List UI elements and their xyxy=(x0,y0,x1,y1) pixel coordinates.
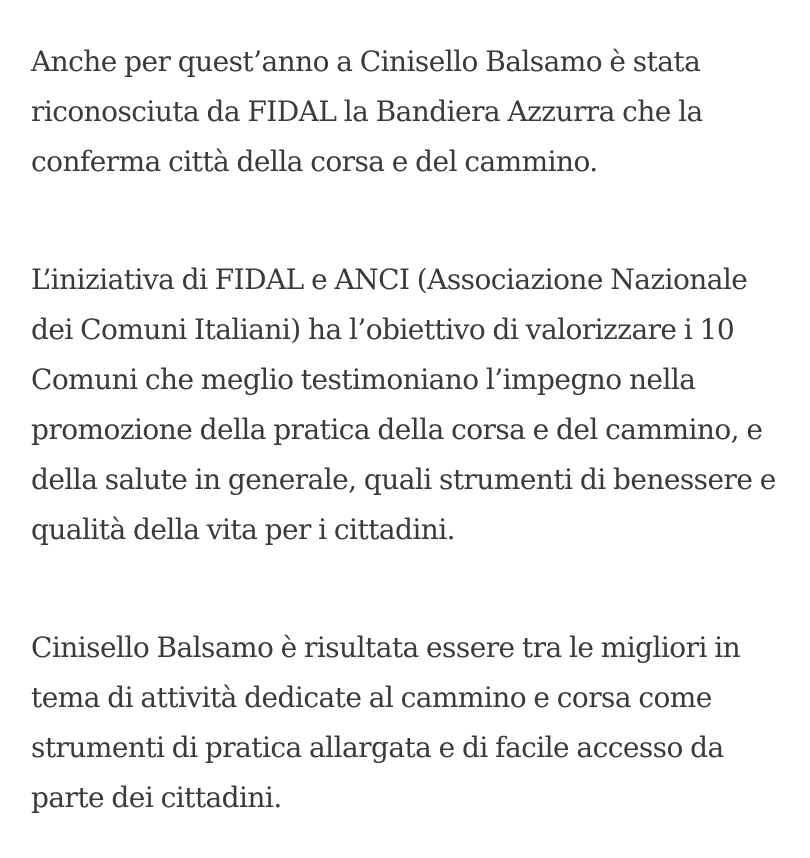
paragraph-risultato xyxy=(31,623,791,823)
paragraph-line: tema di attività dedicate al cammino e corsa come xyxy=(31,681,712,714)
paragraph-line: conferma città della corsa e del cammino. xyxy=(31,145,598,178)
paragraph-line: dei Comuni Italiani) ha l’obiettivo di valorizzare i 10 xyxy=(31,313,735,346)
paragraph-line: Cinisello Balsamo è risultata essere tra le migliori in xyxy=(31,631,741,664)
paragraph-spacer xyxy=(31,555,791,623)
paragraph-line: strumenti di pratica allargata e di facile accesso da xyxy=(31,731,724,764)
paragraph-bandiera-azzurra xyxy=(31,37,791,187)
paragraph-line: L’iniziativa di FIDAL e ANCI (Associazione Nazionale xyxy=(31,263,748,296)
paragraph-line: promozione della pratica della corsa e del cammino, e xyxy=(31,413,763,446)
paragraph-line: Anche per quest’anno a Cinisello Balsamo è stata xyxy=(31,45,701,78)
article-body xyxy=(31,37,791,823)
paragraph-line: qualità della vita per i cittadini. xyxy=(31,513,456,546)
paragraph-line: della salute in generale, quali strumenti di benessere e xyxy=(31,463,776,496)
paragraph-iniziativa xyxy=(31,255,791,555)
paragraph-line: Comuni che meglio testimoniano l’impegno nella xyxy=(31,363,696,396)
paragraph-line: riconosciuta da FIDAL la Bandiera Azzurra che la xyxy=(31,95,703,128)
paragraph-line: parte dei cittadini. xyxy=(31,781,282,814)
paragraph-spacer xyxy=(31,187,791,255)
